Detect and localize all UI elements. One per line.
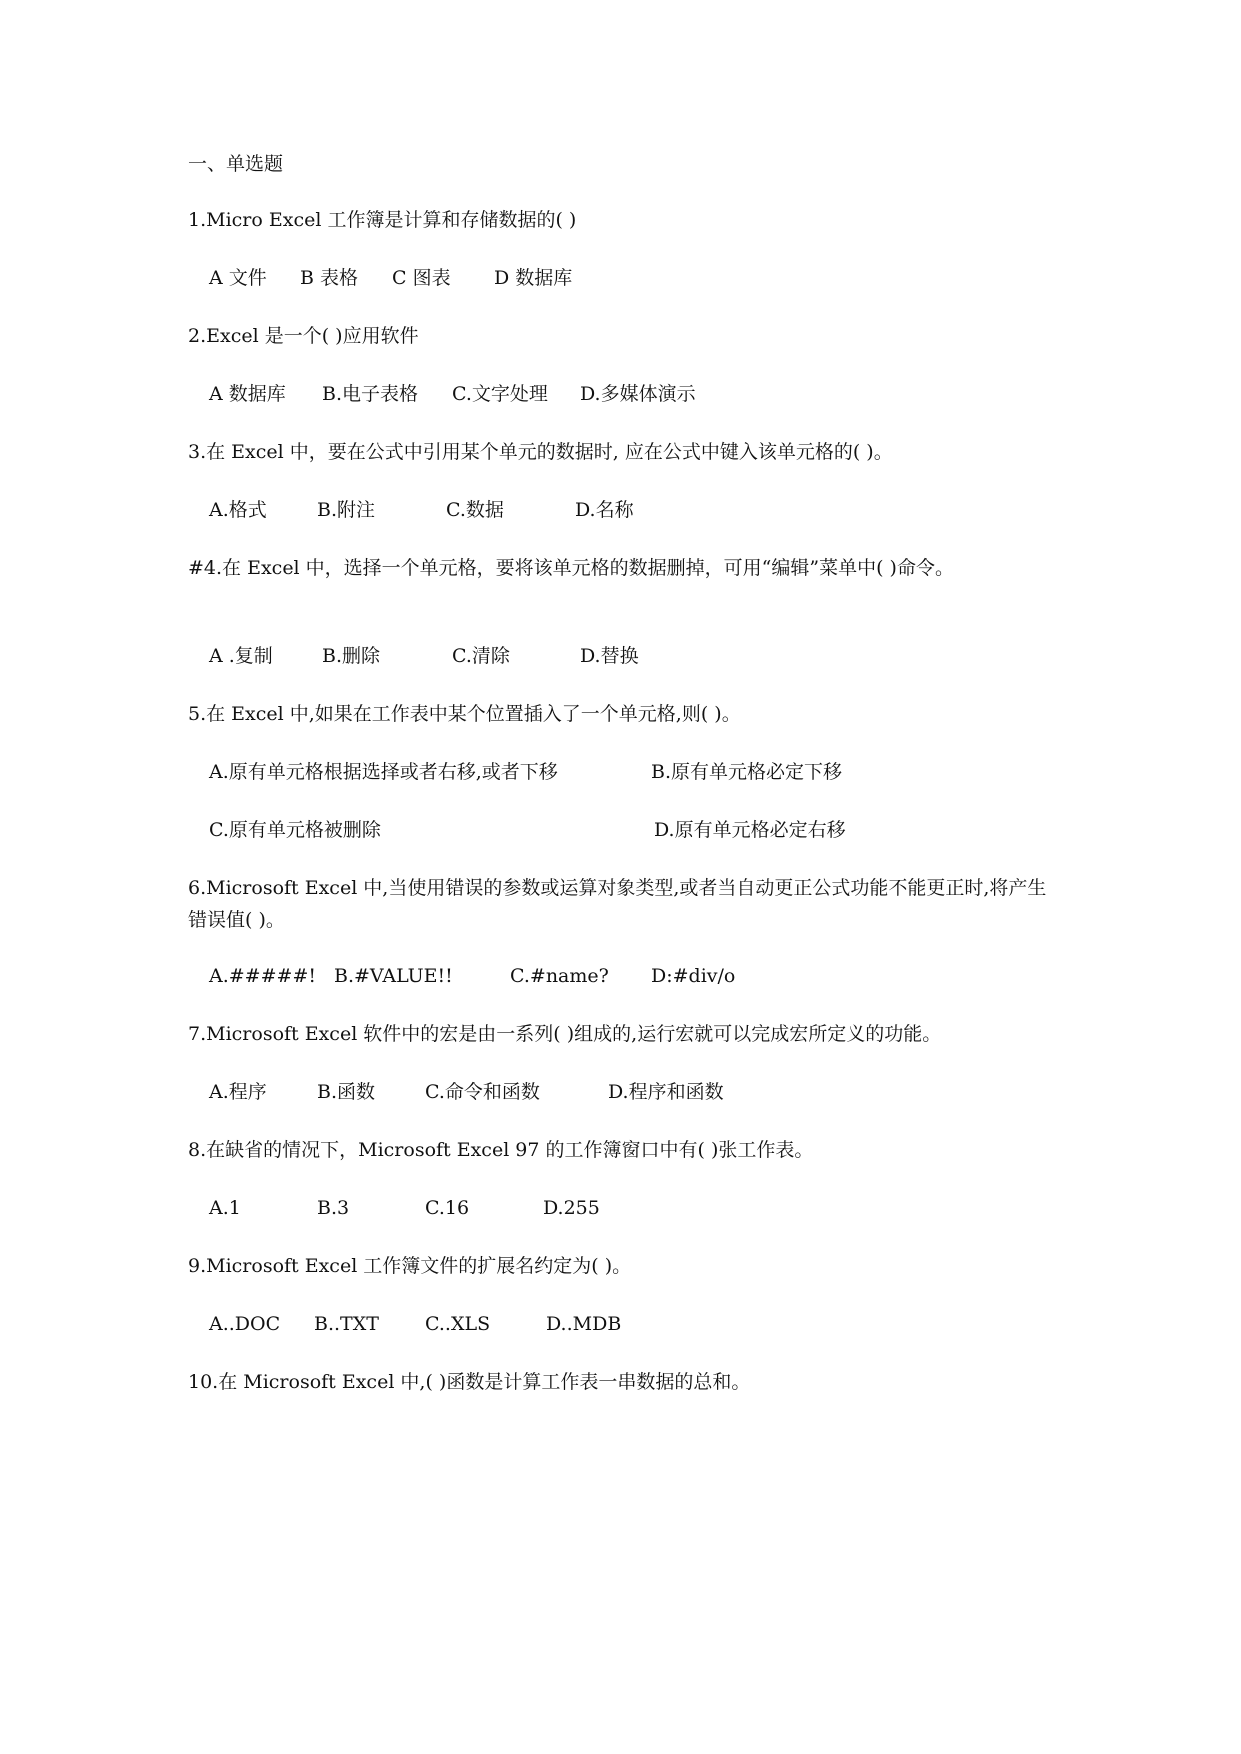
q7-option-b: B.函数 (317, 1081, 376, 1103)
q2-option-c: C.文字处理 (452, 383, 548, 405)
q5-option-b: B.原有单元格必定下移 (651, 761, 843, 783)
q3-option-b: B.附注 (317, 499, 376, 521)
q4-option-c: C.清除 (452, 645, 510, 667)
q2-option-a: A 数据库 (209, 383, 286, 405)
q1-option-b: B 表格 (300, 267, 359, 289)
q6-option-b: B.#VALUE!! (334, 965, 453, 987)
q2-option-d: D.多媒体演示 (580, 383, 696, 405)
q3-option-c: C.数据 (446, 499, 504, 521)
q9-option-a: A..DOC (209, 1313, 281, 1335)
q7-option-c: C.命令和函数 (425, 1081, 540, 1103)
question-1: 1.Micro Excel 工作簿是计算和存储数据的( ) (188, 209, 577, 231)
q3-option-d: D.名称 (575, 499, 634, 521)
q5-option-c: C.原有单元格被删除 (209, 819, 381, 841)
question-6: 6.Microsoft Excel 中,当使用错误的参数或运算对象类型,或者当自动更正公式功能不能更正时,将产生错误值( )。 (188, 877, 1047, 931)
question-10: 10.在 Microsoft Excel 中,( )函数是计算工作表一串数据的总和。 (188, 1371, 751, 1393)
q7-option-d: D.程序和函数 (608, 1081, 724, 1103)
question-8: 8.在缺省的情况下，Microsoft Excel 97 的工作簿窗口中有( )张工作表。 (188, 1139, 814, 1161)
q1-option-a: A 文件 (209, 267, 267, 289)
q8-option-a: A.1 (209, 1197, 241, 1219)
q5-option-a: A.原有单元格根据选择或者右移,或者下移 (209, 761, 558, 783)
q6-option-a: A.#####! (209, 965, 316, 987)
question-2: 2.Excel 是一个( )应用软件 (188, 325, 419, 347)
question-9: 9.Microsoft Excel 工作簿文件的扩展名约定为( )。 (188, 1255, 632, 1277)
q6-option-d: D:#div/o (651, 965, 736, 987)
q5-option-d: D.原有单元格必定右移 (654, 819, 846, 841)
q8-option-b: B.3 (317, 1197, 350, 1219)
section-title: 一、单选题 (188, 153, 284, 175)
q8-option-d: D.255 (543, 1197, 600, 1219)
question-5: 5.在 Excel 中,如果在工作表中某个位置插入了一个单元格,则( )。 (188, 703, 741, 725)
q6-option-c: C.#name? (510, 965, 609, 987)
q2-option-b: B.电子表格 (322, 383, 419, 405)
q4-option-d: D.替换 (580, 645, 639, 667)
q4-option-a: A .复制 (209, 645, 273, 667)
question-3: 3.在 Excel 中，要在公式中引用某个单元的数据时, 应在公式中键入该单元格的( )。 (188, 441, 893, 463)
q9-option-c: C..XLS (425, 1313, 491, 1335)
question-4: #4.在 Excel 中，选择一个单元格，要将该单元格的数据删掉，可用“编辑”菜单中( )命令。 (188, 557, 954, 579)
question-7: 7.Microsoft Excel 软件中的宏是由一系列( )组成的,运行宏就可以完成宏所定义的功能。 (188, 1023, 942, 1045)
q9-option-d: D..MDB (546, 1313, 622, 1335)
q4-option-b: B.删除 (322, 645, 381, 667)
q1-option-c: C 图表 (392, 267, 451, 289)
q9-option-b: B..TXT (314, 1313, 379, 1335)
q8-option-c: C.16 (425, 1197, 470, 1219)
q7-option-a: A.程序 (209, 1081, 267, 1103)
q3-option-a: A.格式 (209, 499, 267, 521)
q1-option-d: D 数据库 (494, 267, 573, 289)
